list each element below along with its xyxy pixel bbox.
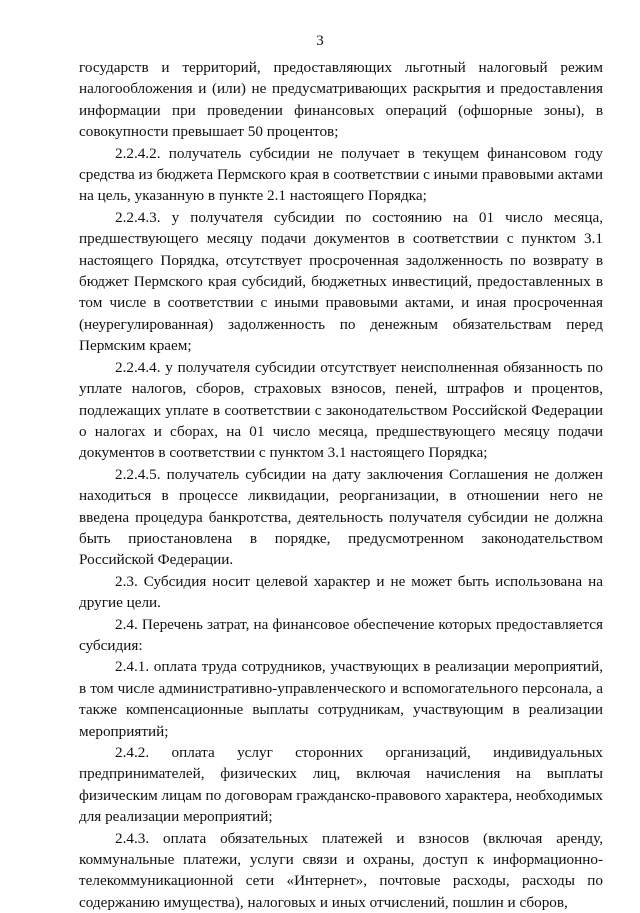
paragraph-2-2-4-4: 2.2.4.4. у получателя субсидии отсутствует неисполненная обязанность по уплате налогов, сборов, страховых взносов, пеней, штрафов и процентов, подлежащих уплате в соответствии с законодательством Российской Федерации о налогах и сборах, на 01 число месяца, предшествующего месяцу подачи документов в соответствии с пунктом 3.1 настоящего Порядка; <box>79 358 603 462</box>
paragraph-2-4-1: 2.4.1. оплата труда сотрудников, участвующих в реализации мероприятий, в том числе административно-управленческого и вспомогательного персонала, а также компенсационные выплаты сотрудникам, участвующим в реализации мероприятий; <box>79 658 603 740</box>
paragraph-2-4: 2.4. Перечень затрат, на финансовое обеспечение которых предоставляется субсидия: <box>79 615 603 654</box>
paragraph-2-2-4-3: 2.2.4.3. у получателя субсидии по состоянию на 01 число месяца, предшествующего месяцу подачи документов в соответствии с пунктом 3.1 настоящего Порядка, отсутствует просроченная задолженность по возврату в бюджет Пермского края субсидий, бюджетных инвестиций, предоставленных в том числе в соответствии с иными правовыми актами, и иная просроченная (неурегулированная) задолженность по денежным обязательствам перед Пермским краем; <box>79 208 603 355</box>
paragraph-offshore-continuation: государств и территорий, предоставляющих льготный налоговый режим налогообложения и (или) не предусматривающих раскрытия и предоставления информации при проведении финансовых операций (офшорные зоны), в совокупности превышает 50 процентов; <box>79 59 603 141</box>
paragraph-2-4-3: 2.4.3. оплата обязательных платежей и взносов (включая аренду, коммунальные платежи, услуги связи и охраны, доступ к информационно-телекоммуникационной сети «Интернет», почтовые расходы, расходы по содержанию имущества), налоговых и иных отчислений, пошлин и сборов, <box>79 829 603 911</box>
paragraph-2-3: 2.3. Субсидия носит целевой характер и не может быть использована на другие цели. <box>79 572 603 612</box>
document-body <box>79 57 603 913</box>
paragraph-2-4-2: 2.4.2. оплата услуг сторонних организаций, индивидуальных предпринимателей, физических лиц, включая начисления на выплаты физическим лицам по договорам гражданско-правового характера, необходимых для реализации мероприятий; <box>79 744 603 826</box>
paragraph-2-2-4-2: 2.2.4.2. получатель субсидии не получает в текущем финансовом году средства из бюджета Пермского края в соответствии с иными правовыми актами на цель, указанную в пункте 2.1 настоящего Порядка; <box>79 144 603 205</box>
paragraph-2-2-4-5: 2.2.4.5. получатель субсидии на дату заключения Соглашения не должен находиться в процессе ликвидации, реорганизации, в отношении него не введена процедура банкротства, деятельность получателя субсидии не должна быть приостановлена в порядке, предусмотренном законодательством Российской Федерации. <box>79 465 603 569</box>
page-number: 3 <box>316 33 324 49</box>
